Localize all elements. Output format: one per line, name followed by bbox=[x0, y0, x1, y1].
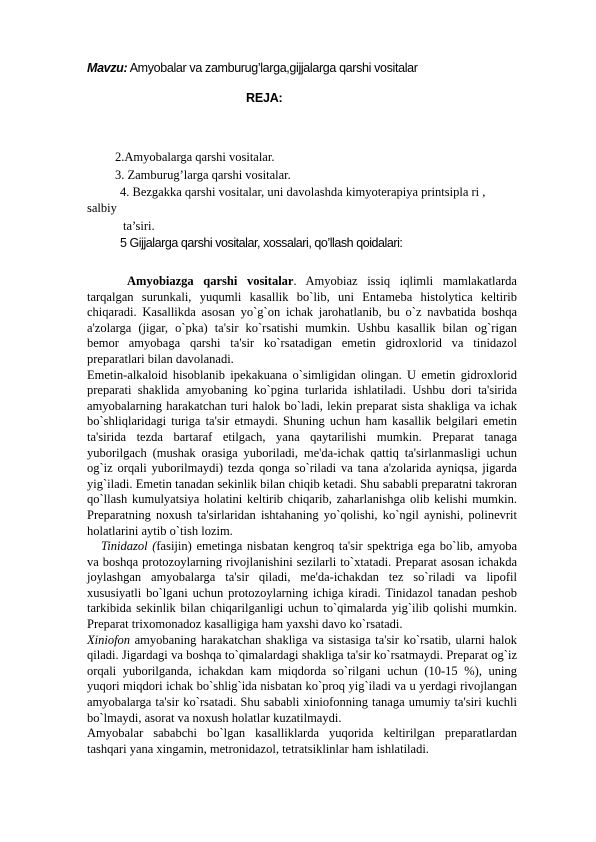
paragraph-xiniofon bbox=[87, 633, 517, 727]
topic-label: Mavzu: bbox=[87, 61, 128, 75]
plan-item-2: 2.Amyobalarga qarshi vositalar. bbox=[115, 150, 275, 164]
plan-item-3: 3. Zamburug’larga qarshi vositalar. bbox=[115, 168, 291, 182]
section-heading: Amyobiazga qarshi vositalar bbox=[127, 274, 294, 288]
plan-item-5: 5 Gijjalarga qarshi vositalar, xossalari, qo’llash qoidalari: bbox=[120, 236, 403, 250]
paragraph-text: amyobaning harakatchan shakliga va sistasiga ta'sir ko`rsatib, ularni halok qiladi. Jigardagi va boshqa to`qimalardagi shakliga ta'sir ko`rsatmaydi. Preparat og`iz orqali yuborilganda, ichakdan kam miqdorda so`rilgani uchun (10-15 %), uning yuqori miqdori ichak bo`shlig`ida nisbatan ko`proq yig`iladi va u yerdagi rivojlangan amyobalarga ta'sir ko`rsatadi. Shu sababli xiniofonning tanaga umumiy ta'siri kuchli bo`lmaydi, asorat va noxush holatlar kuzatilmaydi. bbox=[87, 632, 517, 725]
paragraph-tinidazol bbox=[87, 539, 517, 633]
plan-item-4-end: ta’siri. bbox=[123, 219, 155, 233]
paragraph-emetin: Emetin-alkaloid hisoblanib ipekakuana o`simligidan olingan. U emetin gidroxlorid preparati shaklida amyobaning ko`pgina turlarida ishlatiladi. Ushbu dori ta'sirida amyobalarning harakatchan turi halok bo`ladi, lekin preparat sista shakliga va ichak bo`shliqlaridagi turiga ta'sir etmaydi. Shuning uchun ham kasallik belgilari emetin ta'sirida tezda bartaraf etilgach, yana qaytarilishi mumkin. Preparat tanaga yuborilgach (mushak orasiga yuboriladi, me'da-ichak qattiq ta'sirlanmasligi uchun og`iz orqali yuborilmaydi) tezda qonga so`riladi va tana a'zolarida ayniqsa, jigarda yig`iladi. Emetin tanadan sekinlik bilan chiqib ketadi. Shu sababli preparatni takroran qo`llash kumulyatsiya holatini keltirib chiqarib, zaharlanishga olib kelishi mumkin. Preparatning noxush ta'sirlaridan ishtahaning yo`qolishi, ko`ngil aynishi, polinevrit holatlarini aytib o`tish lozim. bbox=[87, 367, 517, 538]
paragraph-text: fasijin) emetinga nisbatan kengroq ta'sir spektriga ega bo`lib, amyoba va boshqa protozoylarning rivojlanishini sezilarli to`xtatadi. Preparat asosan ichakda joylashgan amyobalarga ta'sir qiladi, me'da-ichakdan tez so`riladi va lipofil xususiyatli bo`lgani uchun protozoylarning ichiga kiradi. Tinidazol tanadan peshob tarkibida sekinlik bilan chiqarilganligi uchun to`qimalarda yig`ilib qolishi mumkin. Preparat trixomonadoz kasalligiga ham yaxshi davo ko`rsatadi. bbox=[87, 539, 517, 632]
body-text bbox=[87, 274, 517, 757]
paragraph-other-drugs: Amyobalar sababchi bo`lgan kasalliklarda yuqorida keltirilgan preparatlardan tashqari yana xingamin, metronidazol, tetratsiklinlar ham ishlatiladi. bbox=[87, 726, 517, 756]
drug-name: Xiniofon bbox=[87, 632, 131, 647]
topic-line bbox=[87, 60, 418, 76]
drug-name: Tinidazol ( bbox=[101, 539, 157, 554]
plan-item-4-continuation: salbiy bbox=[87, 201, 117, 215]
topic-title: Amyobalar va zamburug’larga,gijjalarga qarshi vositalar bbox=[127, 61, 418, 75]
paragraph-text: . Amyobiaz issiq iqlimli mamlakatlarda tarqalgan surunkali, yuqumli kasallik bo`lib, uni Entameba histolytica keltirib chiqaradi. Kasallikda asosan yo`g`on ichak jarohatlanib, bu o`z navbatida boshqa a'zolarga (jigar, o`pka) ta'sir ko`rsatishi mumkin. Ushbu kasallik bilan og`rigan bemor amyobaga qarshi ta'sir ko`rsatadigan emetin gidroxlorid va tinidazol preparatlari bilan davolanadi. bbox=[87, 274, 517, 366]
plan-heading: REJA: bbox=[246, 91, 283, 105]
plan-item-4: 4. Bezgakka qarshi vositalar, uni davolashda kimyoterapiya printsipla ri , bbox=[120, 185, 486, 199]
paragraph-amyobiaz bbox=[87, 274, 517, 368]
